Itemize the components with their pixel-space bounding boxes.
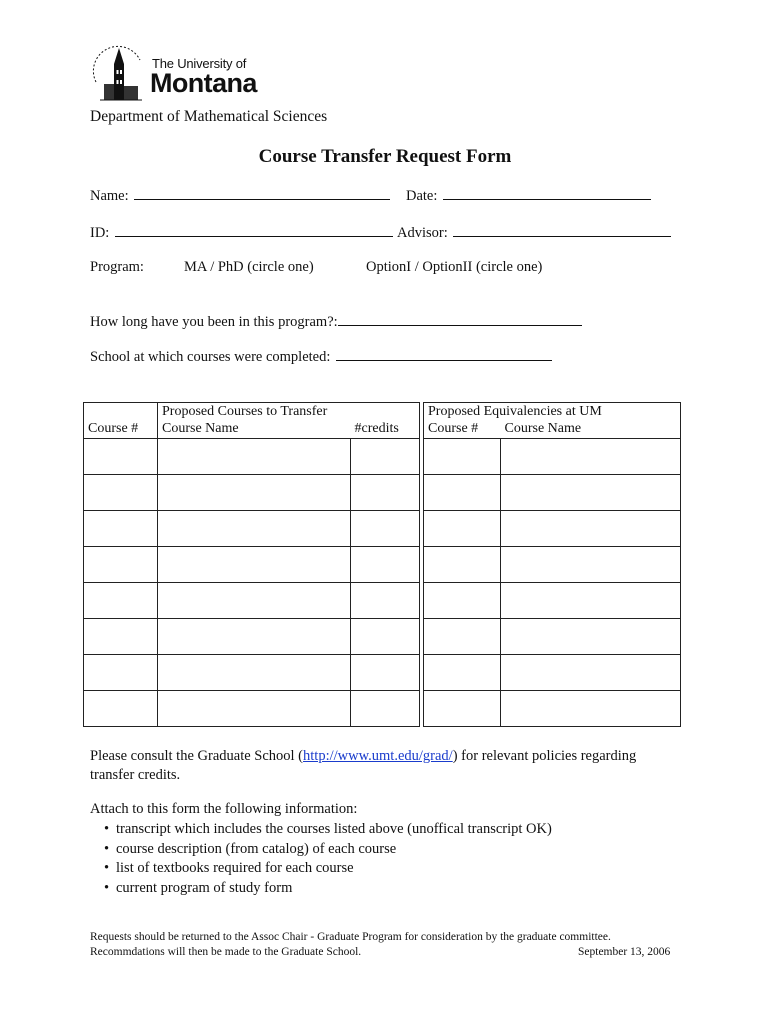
cell-credits[interactable] — [351, 619, 420, 655]
footer-date: September 13, 2006 — [578, 946, 671, 958]
bullet-icon: • — [104, 860, 110, 876]
blank-header-cell — [84, 403, 158, 421]
cell-credits[interactable] — [351, 547, 420, 583]
table-row — [84, 691, 681, 727]
graduate-school-link[interactable]: http://www.umt.edu/grad/ — [303, 748, 453, 764]
attach-list — [90, 820, 552, 898]
seal-icon — [90, 42, 148, 104]
cell-course-name[interactable] — [158, 511, 351, 547]
cell-credits[interactable] — [351, 511, 420, 547]
date-field[interactable] — [406, 187, 651, 205]
table-row — [84, 439, 681, 475]
school-field[interactable] — [90, 348, 552, 366]
cell-um-course-number[interactable] — [424, 547, 501, 583]
list-item — [104, 840, 552, 860]
name-label: Name: — [90, 188, 129, 204]
list-item-text: transcript which includes the courses listed above (unoffical transcript OK) — [116, 821, 552, 837]
cell-course-name[interactable] — [158, 583, 351, 619]
cell-um-course-number[interactable] — [424, 511, 501, 547]
cell-um-course-name[interactable] — [501, 691, 681, 727]
name-line[interactable] — [134, 187, 390, 200]
cell-course-name[interactable] — [158, 619, 351, 655]
table-row — [84, 475, 681, 511]
advisor-field[interactable] — [397, 224, 671, 242]
cell-credits[interactable] — [351, 475, 420, 511]
how-long-line[interactable] — [338, 313, 582, 326]
column-header-credits: #credits — [351, 420, 420, 439]
program-choice-degree[interactable]: MA / PhD (circle one) — [184, 259, 314, 275]
cell-um-course-number[interactable] — [424, 691, 501, 727]
cell-course-number[interactable] — [84, 475, 158, 511]
list-item-text: current program of study form — [116, 879, 293, 896]
column-header-um-course-name: Course Name — [501, 420, 681, 439]
list-item-text: course description (from catalog) of each course — [116, 840, 397, 857]
cell-credits[interactable] — [351, 655, 420, 691]
how-long-label: How long have you been in this program?: — [90, 314, 338, 330]
course-table — [83, 402, 681, 727]
program-choice-option[interactable]: OptionI / OptionII (circle one) — [366, 259, 543, 275]
table-row — [84, 619, 681, 655]
cell-um-course-name[interactable] — [501, 511, 681, 547]
id-line[interactable] — [115, 224, 393, 237]
table-row — [84, 547, 681, 583]
cell-course-number[interactable] — [84, 511, 158, 547]
cell-credits[interactable] — [351, 691, 420, 727]
consult-note-line-2: transfer credits. — [90, 767, 181, 783]
cell-um-course-number[interactable] — [424, 619, 501, 655]
cell-um-course-number[interactable] — [424, 583, 501, 619]
course-rows — [84, 439, 681, 727]
how-long-field[interactable] — [90, 313, 582, 331]
table-group-header-row — [84, 403, 681, 421]
cell-credits[interactable] — [351, 583, 420, 619]
list-item — [104, 879, 552, 899]
table-row — [84, 511, 681, 547]
school-line[interactable] — [336, 348, 552, 361]
university-logo — [90, 42, 290, 104]
cell-credits[interactable] — [351, 439, 420, 475]
bullet-icon: • — [104, 879, 110, 896]
logo-line-1: The University of — [152, 56, 247, 71]
cell-um-course-name[interactable] — [501, 619, 681, 655]
consult-prefix: Please consult the Graduate School ( — [90, 748, 304, 764]
cell-course-number[interactable] — [84, 691, 158, 727]
cell-course-name[interactable] — [158, 691, 351, 727]
bullet-icon: • — [104, 821, 110, 837]
id-label: ID: — [90, 225, 110, 241]
cell-um-course-number[interactable] — [424, 439, 501, 475]
cell-um-course-number[interactable] — [424, 655, 501, 691]
advisor-label: Advisor: — [397, 225, 448, 241]
cell-course-name[interactable] — [158, 547, 351, 583]
program-label: Program: — [90, 259, 144, 275]
footer-line-2: Recommdations will then be made to the Graduate School. — [90, 946, 362, 958]
id-field[interactable] — [90, 224, 393, 242]
cell-course-number[interactable] — [84, 439, 158, 475]
table-row — [84, 583, 681, 619]
cell-course-name[interactable] — [158, 655, 351, 691]
form-title: Course Transfer Request Form — [258, 146, 512, 167]
cell-course-number[interactable] — [84, 655, 158, 691]
footer-line-1: Requests should be returned to the Assoc Chair - Graduate Program for consideration by the graduate committee. — [90, 931, 611, 943]
cell-um-course-name[interactable] — [501, 655, 681, 691]
table-column-header-row — [84, 420, 681, 439]
date-line[interactable] — [443, 187, 651, 200]
cell-course-number[interactable] — [84, 619, 158, 655]
column-header-um-course-number: Course # — [424, 420, 501, 439]
name-field[interactable] — [90, 187, 390, 205]
date-label: Date: — [406, 188, 438, 204]
proposed-courses-header: Proposed Courses to Transfer — [158, 403, 420, 421]
column-header-course-number: Course # — [84, 420, 158, 439]
cell-um-course-name[interactable] — [501, 583, 681, 619]
cell-course-name[interactable] — [158, 475, 351, 511]
cell-um-course-name[interactable] — [501, 439, 681, 475]
cell-course-number[interactable] — [84, 583, 158, 619]
list-item-text: list of textbooks required for each course — [116, 860, 354, 876]
cell-course-name[interactable] — [158, 439, 351, 475]
cell-um-course-name[interactable] — [501, 475, 681, 511]
logo-line-2: Montana — [150, 68, 257, 98]
bullet-icon: • — [104, 840, 110, 857]
cell-um-course-name[interactable] — [501, 547, 681, 583]
column-header-course-name: Course Name — [158, 420, 351, 439]
department-name: Department of Mathematical Sciences — [90, 108, 328, 125]
attach-intro: Attach to this form the following information: — [90, 801, 358, 817]
list-item — [104, 820, 552, 840]
cell-um-course-number[interactable] — [424, 475, 501, 511]
equivalencies-header: Proposed Equivalencies at UM — [424, 403, 681, 421]
consult-suffix: ) for relevant policies regarding — [452, 748, 637, 764]
advisor-line[interactable] — [453, 224, 671, 237]
cell-course-number[interactable] — [84, 547, 158, 583]
school-label: School at which courses were completed: — [90, 349, 331, 365]
list-item — [104, 859, 552, 879]
consult-note — [90, 748, 636, 765]
table-row — [84, 655, 681, 691]
